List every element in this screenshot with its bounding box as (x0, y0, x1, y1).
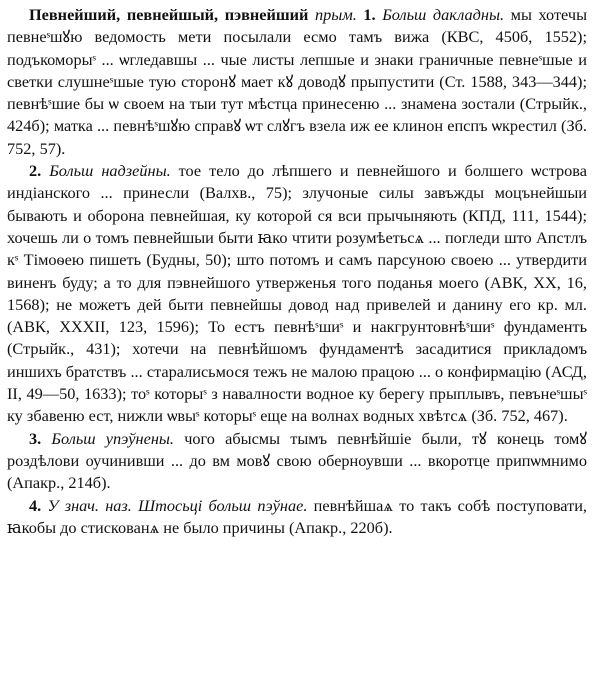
headword: Певнейший, певнейшый, пэвнейший (29, 5, 309, 24)
sense-gloss: У знач. наз. Штосьці больш пэўнае. (47, 495, 308, 515)
sense-number: 4. (29, 495, 42, 515)
sense-number: 3. (29, 428, 42, 448)
part-of-speech: прым. (315, 5, 357, 24)
sense-text: тое тело до лѣпшего и певнейшого и болшего ѡстрова индіанского ... принесли (Валхв., 75); злучоные силы завъжды моцънейшыи бывають и оборона певнейшая, ку которой ся вси прычыняють (КПД, 111, 1544); хочешь ли о томъ певнейшыи быти ꙗко чтити розумѣетьсѧ ... погледи што Апстлъ кˢ Тімоѳею пишеть (Будны, 50); што потомъ и самъ парсуною своею ... утвердити виненъ буду; а то для пэвнейшого утверженья того поданья моего (АВК, XX, 16, 1568); не можетъ дей быти певнейшы довод над привелей и данину его кр. мл. (АВК, XXXII, 123, 1596); То естъ певнѣˢшиˢ и накгрунтовнѣˢшиˢ фундаменть (Стрыйк., 431); хотечи на певнѣйшомъ фундаментѣ засадитися прикладомъ иншихъ братствъ ... старалисьмося тежъ не малою працою ... о конфирмацію (АСД, II, 49—50, 1633); тоˢ которыˢ з навалности водное ку берегу прыплывъ, певънеˢшыˢ ку збавеню ест, нижли ѡвыˢ которыˢ еще на волнах водных хвѣтсѧ (Зб. 752, 467). (7, 161, 587, 426)
sense-number: 2. (29, 161, 42, 181)
sense-number: 1. (363, 5, 376, 24)
sense-text: чого абысмы тымъ певнѣйшіе были, тꙋ конець томꙋ роздѣлови оучинивши ... до вм мовꙋ свою оберноувши ... вкоротце припѡмнимо (Апакр., 214б). (7, 428, 587, 493)
sense-paragraph-4 (7, 495, 587, 540)
sense-paragraph-1 (7, 4, 587, 160)
sense-gloss: Больш надзейны. (49, 161, 171, 181)
sense-paragraph-3 (7, 428, 587, 495)
sense-gloss: Больш упэўнены. (51, 428, 174, 448)
sense-text: мы хотечы певнеˢшꙋю ведомость мети посылали есмо тамъ вижа (КВС, 450б, 1552); подъкоморыˢ ... ѡгледавшы ... чые листы лепшые и знаки граничные певнеˢшые и светки слушнеˢшые тую сторонꙋ мает кꙋ доводꙋ прыпустити (Ст. 1588, 343—344); певнѣˢшие бы ѡ своем на тыи тут мѣстца принесеню ... знамена зостали (Стрыйк., 424б); матка ... певнѣˢшꙋю справꙋ ѡт слꙋгъ взела иж ее клинон епспъ ѡкрестил (Зб. 752, 57). (7, 5, 588, 158)
sense-text: певнѣйшаѧ то такъ собѣ поступовати, ꙗкобы до стискованѧ не было причины (Апакр., 220б). (7, 495, 587, 537)
sense-gloss: Больш дакладны. (382, 5, 505, 24)
sense-paragraph-2 (7, 160, 587, 428)
